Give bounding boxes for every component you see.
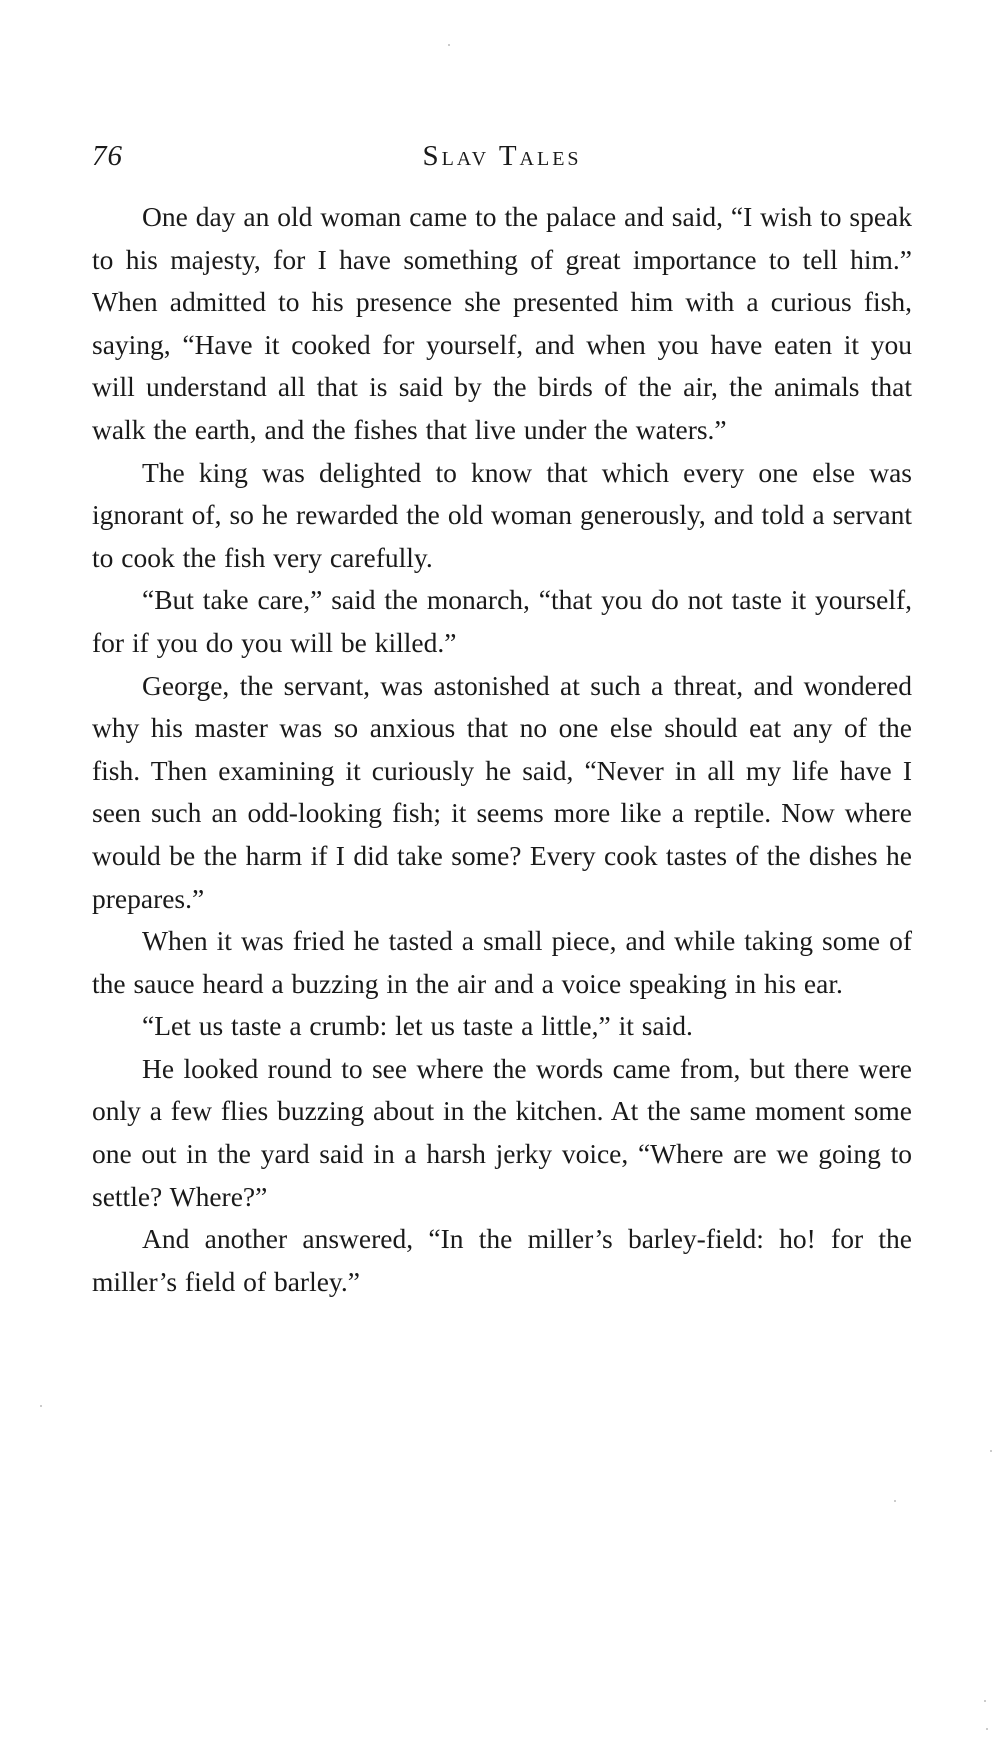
body-text xyxy=(92,196,912,1303)
paragraph: The king was delighted to know that which every one else was ignorant of, so he rewarded the old woman generously, and told a servant to cook the fish very carefully. xyxy=(92,456,912,573)
page-number: 76 xyxy=(92,140,123,172)
paragraph: One day an old woman came to the palace and said, “I wish to speak to his majesty, for I have something of great importance to tell him.” When admitted to his presence she presented him with a curious fish, saying, “Have it cooked for yourself, and when you have eaten it you will understand all that is said by the birds of the air, the animals that walk the earth, and the fishes that live under the waters.” xyxy=(92,201,912,445)
scan-speck xyxy=(990,1450,992,1452)
paragraph: And another answered, “In the miller’s barley-field: ho! for the miller’s field of barley.” xyxy=(92,1223,912,1297)
paragraph: George, the servant, was astonished at such a threat, and wondered why his master was so anxious that no one else should eat any of the fish. Then examining it curiously he said, “Never in all my life have I seen such an odd-looking fish; it seems more like a reptile. Now where would be the harm if I did take some? Every cook tastes of the dishes he prepares.” xyxy=(92,669,912,914)
page-header xyxy=(92,140,912,180)
paragraph: When it was fried he tasted a small piece, and while taking some of the sauce heard a buzzing in the air and a voice speaking in his ear. xyxy=(92,925,912,999)
scan-speck xyxy=(40,1405,42,1407)
scan-speck xyxy=(984,1700,986,1702)
paragraph: He looked round to see where the words came from, but there were only a few flies buzzing about in the kitchen. At the same moment some one out in the yard said in a harsh jerky voice, “Where are we going to settle? Where?” xyxy=(92,1052,912,1212)
scan-speck xyxy=(986,1728,988,1730)
scan-speck xyxy=(894,1500,896,1502)
running-title: Slav Tales xyxy=(422,140,582,172)
scan-speck xyxy=(448,44,450,46)
paragraph: “Let us taste a crumb: let us taste a little,” it said. xyxy=(142,1010,693,1042)
paragraph: “But take care,” said the monarch, “that you do not taste it yourself, for if you do you will be killed.” xyxy=(92,584,912,658)
